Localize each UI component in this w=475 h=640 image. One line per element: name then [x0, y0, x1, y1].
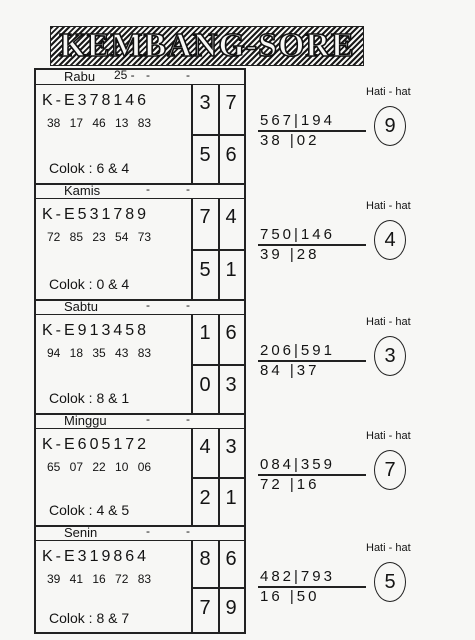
label-dash: -	[186, 298, 190, 312]
top-digit: 7	[199, 206, 211, 228]
calc-top: 206|591	[260, 342, 335, 359]
number-list: 39 41 16 72 83	[47, 572, 152, 586]
hati-label: Hati - hat	[366, 86, 411, 98]
day-label-row	[36, 300, 244, 315]
top-digit: 8	[199, 548, 211, 570]
prediction-table	[34, 68, 246, 634]
label-dash: -	[186, 68, 190, 82]
top-digit: 3	[225, 436, 237, 458]
calc-top: 084|359	[260, 456, 335, 473]
day-label-row	[36, 70, 244, 85]
top-digit: 1	[199, 322, 211, 344]
top-digit: 3	[199, 92, 211, 114]
top-digit: 4	[225, 206, 237, 228]
label-dash: -	[186, 182, 190, 196]
day-name: Rabu	[64, 69, 96, 84]
label-dash: -	[146, 524, 150, 538]
number-list: 94 18 35 43 83	[47, 346, 152, 360]
box-divider	[191, 134, 244, 136]
box-divider	[191, 364, 244, 366]
bottom-digit: 3	[225, 374, 237, 396]
hati-label: Hati - hat	[366, 542, 411, 554]
bottom-digit: 1	[225, 259, 237, 281]
number-list: 65 07 22 10 06	[47, 460, 152, 474]
number-list: 38 17 46 13 83	[47, 116, 152, 130]
calc-bottom: 39 |28	[260, 246, 320, 263]
box-divider	[191, 477, 244, 479]
hati-label: Hati - hat	[366, 200, 411, 212]
kode-line: K-E605172	[42, 436, 150, 453]
calc-bottom: 16 |50	[260, 588, 320, 605]
bottom-digit: 7	[199, 597, 211, 619]
label-dash: -	[186, 412, 190, 426]
calc-bottom: 72 |16	[260, 476, 320, 493]
day-date: 25 -	[114, 68, 135, 82]
hati-label: Hati - hat	[366, 316, 411, 328]
result-circle: 9	[374, 106, 406, 146]
kode-line: K-E531789	[42, 206, 150, 223]
bottom-digit: 0	[199, 374, 211, 396]
label-dash: -	[146, 298, 150, 312]
number-list: 72 85 23 54 73	[47, 230, 152, 244]
bottom-digit: 2	[199, 487, 211, 509]
calc-bottom: 84 |37	[260, 362, 320, 379]
title-banner	[50, 26, 364, 66]
kode-line: K-E319864	[42, 548, 150, 565]
hati-label: Hati - hat	[366, 430, 411, 442]
day-name: Kamis	[64, 183, 101, 198]
bottom-digit: 5	[199, 259, 211, 281]
top-digit: 4	[199, 436, 211, 458]
bottom-digit: 6	[225, 144, 237, 166]
calc-top: 482|793	[260, 568, 335, 585]
label-dash: -	[146, 182, 150, 196]
kode-line: K-E378146	[42, 92, 150, 109]
day-label-row	[36, 184, 244, 199]
day-label-row	[36, 526, 244, 541]
result-circle: 5	[374, 562, 406, 602]
kode-line: K-E913458	[42, 322, 150, 339]
result-circle: 3	[374, 336, 406, 376]
colok-text: Colok : 8 & 1	[49, 390, 130, 406]
top-digit: 6	[225, 322, 237, 344]
bottom-digit: 1	[225, 487, 237, 509]
calc-bottom: 38 |02	[260, 132, 320, 149]
label-dash: -	[146, 68, 150, 82]
bottom-digit: 5	[199, 144, 211, 166]
day-name: Minggu	[64, 413, 107, 428]
top-digit: 7	[225, 92, 237, 114]
colok-text: Colok : 6 & 4	[49, 160, 130, 176]
top-digit: 6	[225, 548, 237, 570]
box-divider	[191, 587, 244, 589]
result-circle: 4	[374, 220, 406, 260]
day-name: Senin	[64, 525, 98, 540]
label-dash: -	[186, 524, 190, 538]
result-circle: 7	[374, 450, 406, 490]
colok-text: Colok : 8 & 7	[49, 610, 130, 626]
colok-text: Colok : 4 & 5	[49, 502, 130, 518]
bottom-digit: 9	[225, 597, 237, 619]
box-divider	[191, 249, 244, 251]
calc-top: 567|194	[260, 112, 335, 129]
calc-top: 750|146	[260, 226, 335, 243]
banner-title: KEMBANG-SORE	[59, 27, 355, 64]
label-dash: -	[146, 412, 150, 426]
colok-text: Colok : 0 & 4	[49, 276, 130, 292]
day-name: Sabtu	[64, 299, 98, 314]
day-label-row	[36, 414, 244, 429]
